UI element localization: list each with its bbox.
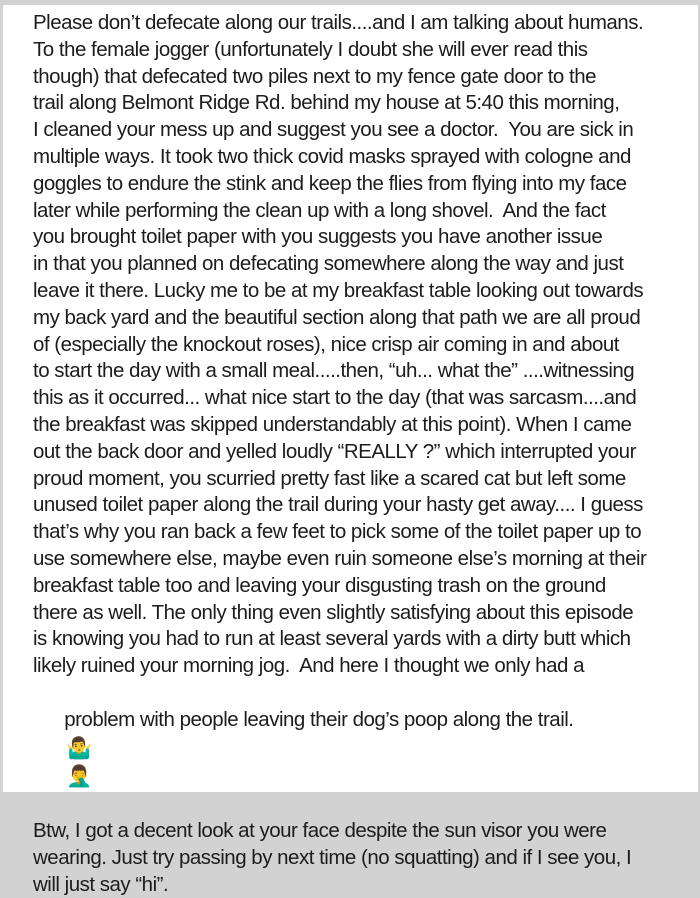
post-text-line (33, 680, 698, 818)
post-text-line: the breakfast was skipped understandably at this point). When I came (33, 412, 698, 439)
post-text-line: there as well. The only thing even slightly satisfying about this episode (33, 600, 698, 627)
post-text-line: wearing. Just try passing by next time (no squatting) and if I see you, I (33, 845, 698, 872)
post-text-line: goggles to endure the stink and keep the flies from flying into my face (33, 171, 698, 198)
post-text-line: of (especially the knockout roses), nice crisp air coming in and about (33, 332, 698, 359)
post-text-line: to start the day with a small meal.....then, “uh... what the” ....witnessing (33, 358, 698, 385)
post-text-line: unused toilet paper along the trail during your hasty get away.... I guess (33, 492, 698, 519)
post-text-line: likely ruined your morning jog. And here I thought we only had a (33, 653, 698, 680)
post-text-line: in that you planned on defecating somewhere along the way and just (33, 251, 698, 278)
post-text-line: proud moment, you scurried pretty fast like a scared cat but left some (33, 466, 698, 493)
post-text-line: my back yard and the beautiful section along that path we are all proud (33, 305, 698, 332)
post-text-line: will just say “hi”. (33, 872, 698, 898)
post-text-line: breakfast table too and leaving your disgusting trash on the ground (33, 573, 698, 600)
man-shrugging-emoji: 🤷‍♂️ (66, 737, 92, 760)
post-text-line: later while performing the clean up with a long shovel. And the fact (33, 198, 698, 225)
post-text-line: use somewhere else, maybe even ruin someone else’s morning at their (33, 546, 698, 573)
post-text-line: To the female jogger (unfortunately I doubt she will ever read this (33, 37, 698, 64)
post-text-line: trail along Belmont Ridge Rd. behind my house at 5:40 this morning, (33, 90, 698, 117)
post-text-line: multiple ways. It took two thick covid masks sprayed with cologne and (33, 144, 698, 171)
post-text-line: is knowing you had to run at least several yards with a dirty butt which (33, 626, 698, 653)
post-text-line: Please don’t defecate along our trails....and I am talking about humans. (33, 10, 698, 37)
post-text-line: out the back door and yelled loudly “REALLY ?” which interrupted your (33, 439, 698, 466)
man-facepalming-emoji: 🤦‍♂️ (66, 765, 92, 788)
post-text-line: I cleaned your mess up and suggest you see a doctor. You are sick in (33, 117, 698, 144)
post-text-line: that’s why you ran back a few feet to pick some of the toilet paper up to (33, 519, 698, 546)
post-text-line: though) that defecated two piles next to my fence gate door to the (33, 64, 698, 91)
post-text-sheet (3, 5, 698, 792)
post-text-line: leave it there. Lucky me to be at my breakfast table looking out towards (33, 278, 698, 305)
post-text-line: this as it occurred... what nice start to the day (that was sarcasm....and (33, 385, 698, 412)
post-text-line: Btw, I got a decent look at your face despite the sun visor you were (33, 818, 698, 845)
post-text-line: you brought toilet paper with you suggests you have another issue (33, 224, 698, 251)
post-text-line-fragment: problem with people leaving their dog’s poop along the trail. (64, 708, 573, 731)
